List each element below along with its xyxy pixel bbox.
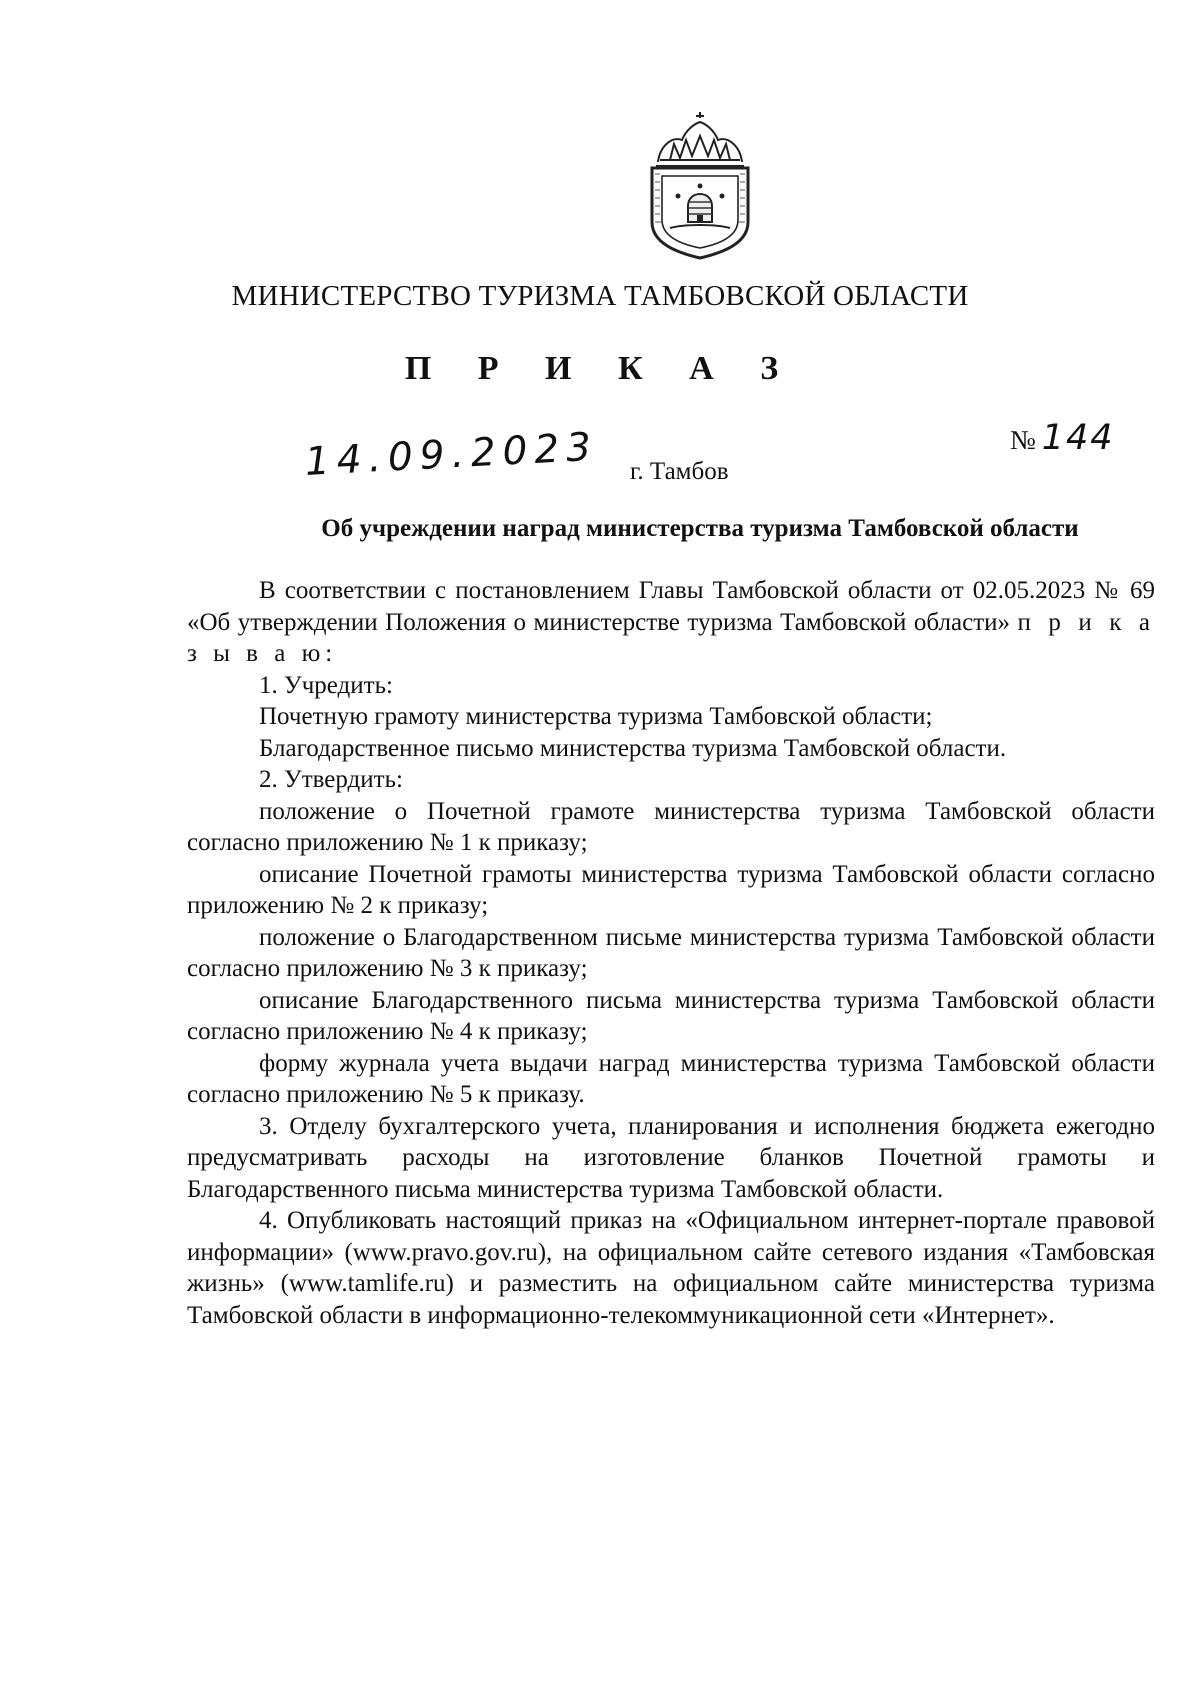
item-1-title: 1. Учредить: [259, 671, 393, 699]
item-2-line-3: положение о Благодарственном письме министерства туризма Тамбовской области согласно приложению № 3 к приказу; [187, 923, 1155, 982]
item-2-line-5: форму журнала учета выдачи наград министерства туризма Тамбовской области согласно приложению № 5 к приказу. [187, 1049, 1155, 1108]
preamble-text: В соответствии с постановлением Главы Тамбовской области от 02.05.2023 № 69 «Об утверждении Положения о министерстве туризма Тамбовской области» [187, 577, 1155, 636]
document-body [187, 575, 1155, 1331]
city: г. Тамбов [630, 458, 729, 485]
item-2-title: 2. Утвердить: [259, 766, 403, 793]
ministry-name: МИНИСТЕРСТВО ТУРИЗМА ТАМБОВСКОЙ ОБЛАСТИ [231, 280, 969, 312]
document-date: 14.09.2023 [303, 424, 600, 485]
document-number [1010, 418, 1115, 458]
item-4: 4. Опубликовать настоящий приказ на «Официальном интернет-портале правовой информации» (www.pravo.gov.ru), на официальном сайте сетевого издания «Тамбовская жизнь» (www.tamlife.ru) и разместить на официальном сайте министерства туризма Тамбовской области в информационно-телекоммуникационной сети «Интернет». [187, 1207, 1155, 1329]
preamble [187, 575, 1155, 670]
number-label: № [1010, 425, 1036, 455]
tambov-coat-of-arms-icon [630, 110, 770, 260]
document-type: П Р И К А З [404, 350, 798, 387]
document-subject: Об учреждении наград министерства туризма Тамбовской области [321, 515, 1079, 542]
preamble-order: п р и к а з ы в а ю: [187, 608, 1155, 667]
item-2-line-1: положение о Почетной грамоте министерства туризма Тамбовской области согласно приложению № 1 к приказу; [187, 797, 1155, 856]
item-1-award-1: Почетную грамоту министерства туризма Тамбовской области; [259, 703, 933, 730]
item-2-line-2: описание Почетной грамоты министерства туризма Тамбовской области согласно приложению № 2 к приказу; [187, 860, 1155, 919]
number-value: 144 [1041, 418, 1115, 458]
item-1-award-2: Благодарственное письмо министерства туризма Тамбовской области. [259, 734, 1007, 762]
item-3: 3. Отделу бухгалтерского учета, планирования и исполнения бюджета ежегодно предусматривать расходы на изготовление бланков Почетной грамоты и Благодарственного письма министерства туризма Тамбовской области. [187, 1112, 1155, 1203]
item-2-line-4: описание Благодарственного письма министерства туризма Тамбовской области согласно приложению № 4 к приказу; [187, 986, 1155, 1045]
